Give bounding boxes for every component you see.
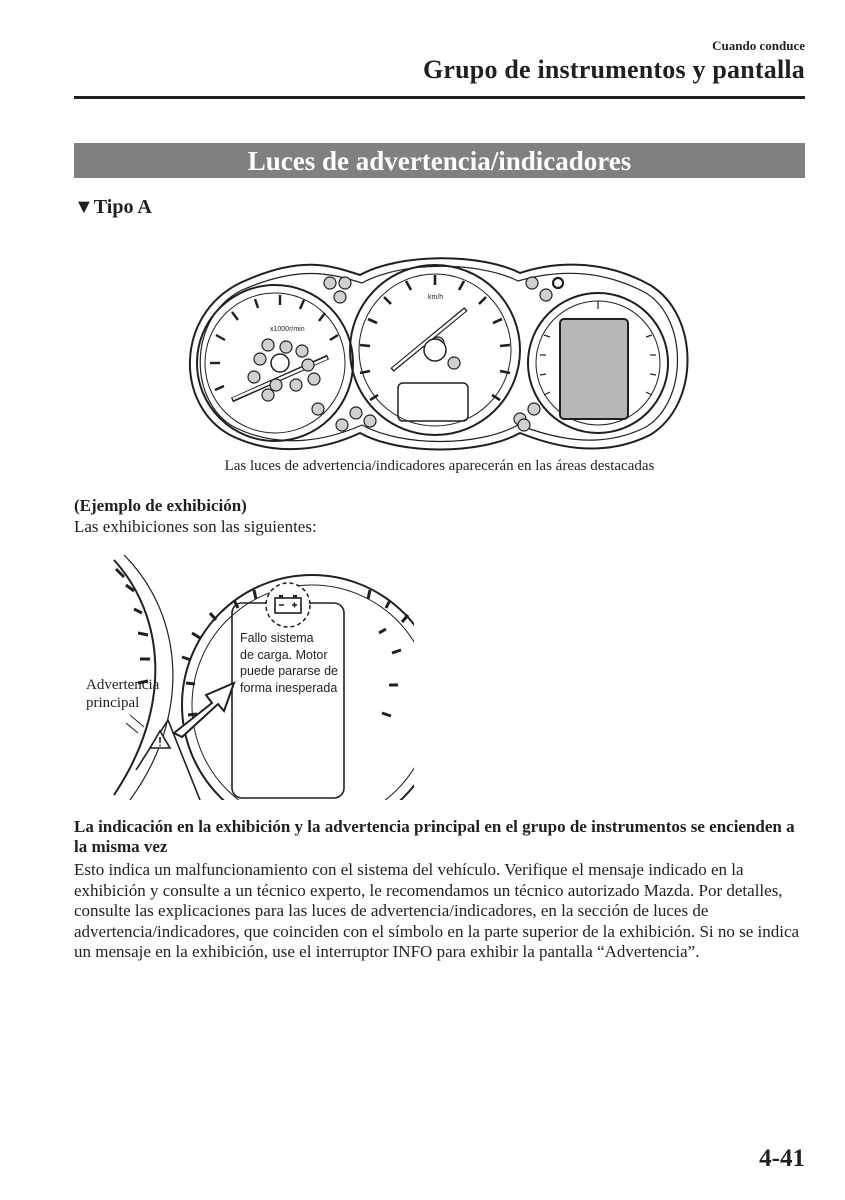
header-divider (74, 96, 805, 99)
subheading: ▼Tipo A (74, 196, 152, 218)
display-warning-message: Fallo sistema de carga. Motor puede pararse de forma inesperada (240, 631, 338, 695)
body-heading: La indicación en la exhibición y la advertencia principal en el grupo de instrumentos se encienden a la misma vez (74, 817, 795, 856)
section-kicker: Cuando conduce (712, 38, 805, 53)
body-paragraph: Esto indica un malfuncionamiento con el sistema del vehículo. Verifique el mensaje indicado en la exhibición y consulte a un técnico experto, le recomendamos un técnico autorizado Mazda. Por detalles, consulte las explicaciones para las luces de advertencia/indicadores, en la sección de luces de advertencia/indicadores, que coinciden con el símbolo en la parte superior de la exhibición. Si no se indica un mensaje en la exhibición, use el interruptor INFO para exhibir la pantalla “Advertencia”. (74, 860, 800, 961)
tach-unit-label: x1000r/min (270, 326, 305, 333)
page-number: 4-41 (759, 1145, 805, 1172)
example-text: Las exhibiciones son las siguientes: (74, 517, 317, 536)
instrument-cluster-illustration (180, 255, 690, 455)
master-warning-label: Advertencia principal (86, 677, 160, 711)
figure-caption: Las luces de advertencia/indicadores aparecerán en las áreas destacadas (224, 458, 655, 474)
chapter-title: Grupo de instrumentos y pantalla (422, 55, 805, 84)
example-heading: (Ejemplo de exhibición) (74, 496, 247, 515)
speed-unit-label: km/h (428, 294, 444, 301)
master-warning-triangle-icon (150, 731, 170, 748)
section-banner: Luces de advertencia/indicadores (74, 143, 805, 178)
